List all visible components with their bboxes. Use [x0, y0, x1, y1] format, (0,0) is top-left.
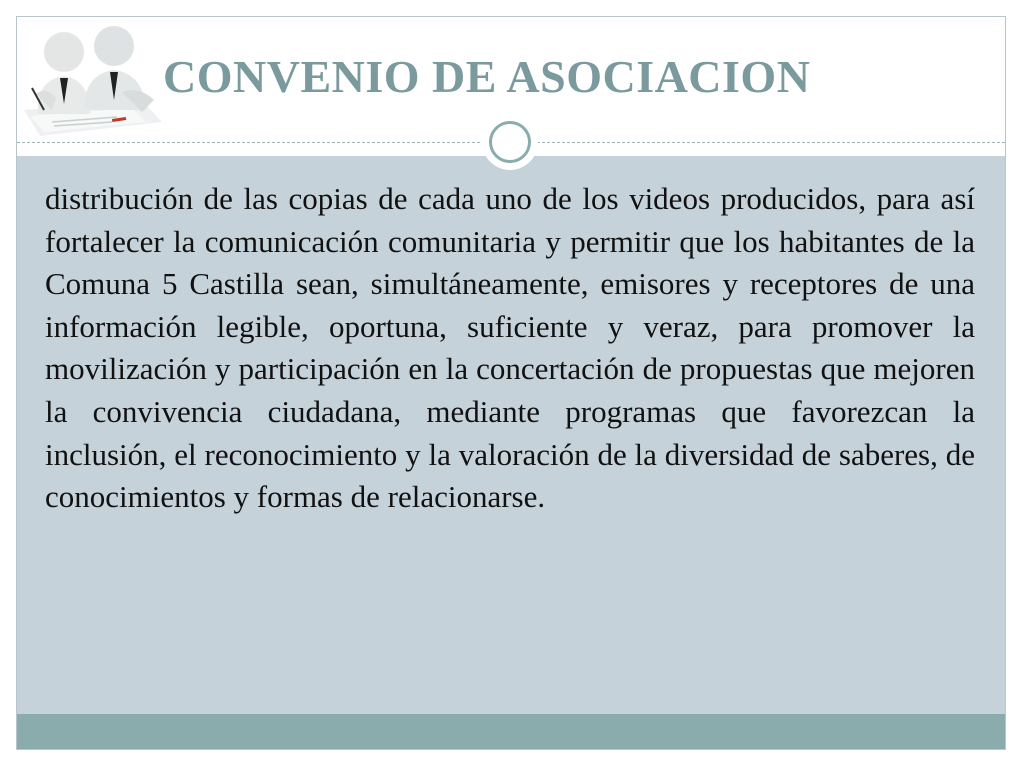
- slide-title: CONVENIO DE ASOCIACION: [163, 51, 811, 102]
- footer-bar: [17, 714, 1005, 749]
- business-people-icon: [22, 24, 162, 142]
- circle-ring-icon: [482, 114, 538, 170]
- slide-body-text: distribución de las copias de cada uno de los videos producidos, para así fortalecer la comunicación comunitaria y permitir que los habitantes de la Comuna 5 Castilla sean, simultáneamente, emisores y receptores de una información legible, oportuna, suficiente y veraz, para promover la movilización y participación en la concertación de propuestas que mejoren la convivencia ciudadana, mediante programas que favorezcan la inclusión, el reconocimiento y la valoración de la diversidad de saberes, de conocimientos y formas de relacionarse.: [45, 181, 975, 515]
- ring-inner: [489, 121, 531, 163]
